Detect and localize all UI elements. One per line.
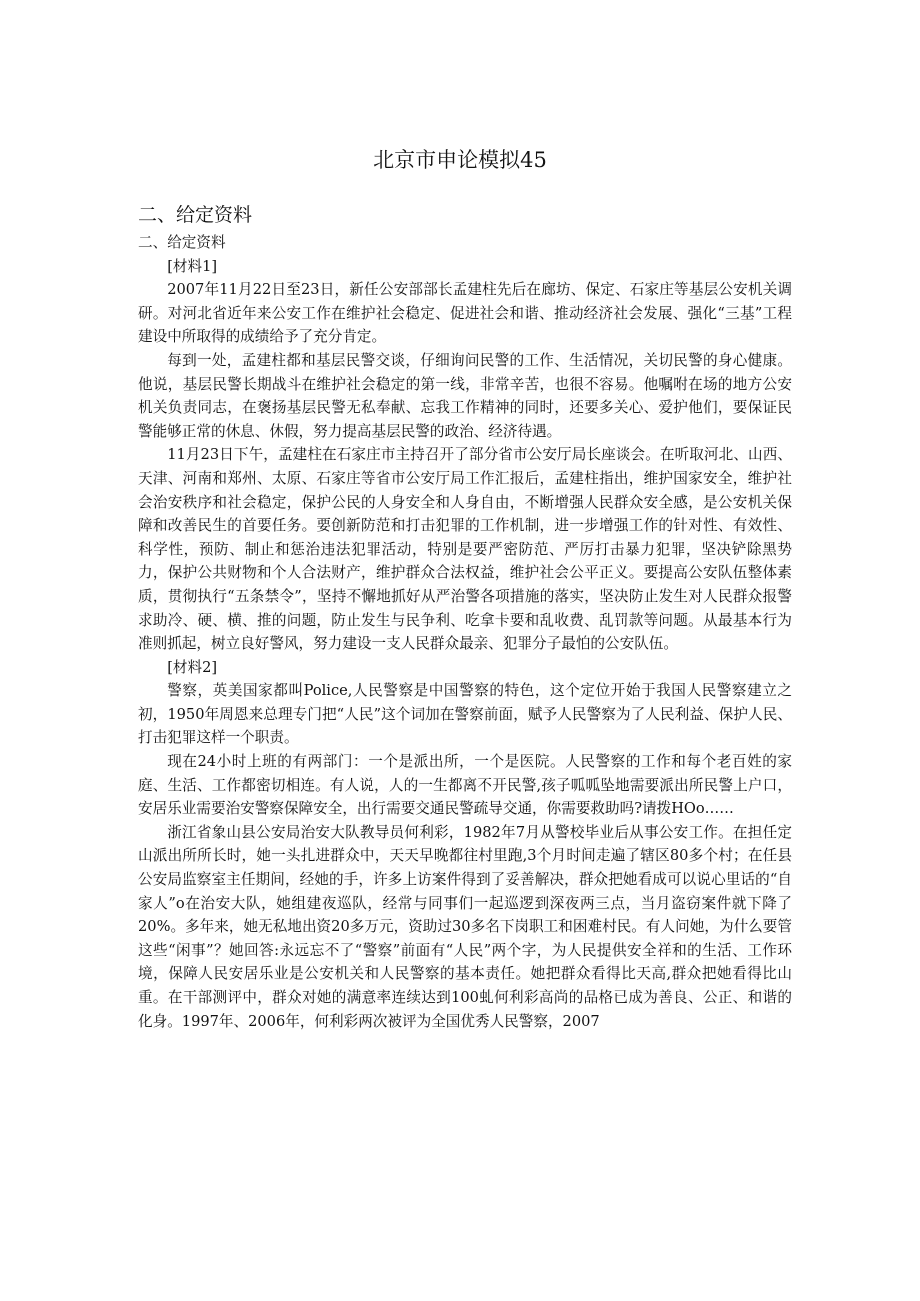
material2-label: [材料2] — [167, 658, 218, 676]
section-heading: 二、给定资料 — [138, 204, 253, 226]
subheading: 二、给定资料 — [138, 234, 226, 251]
material1-label: [材料1] — [167, 257, 218, 275]
material2-paragraph-3: 浙江省象山县公安局治安大队教导员何利彩，1982年7月从警校毕业后从事公安工作。在担任定山派出所所长时，她一头扎进群众中，天天早晚都往村里跑,3个月时间走遍了辖区80多个村；在任县公安局监察室主任期间，经她的手，许多上访案件得到了妥善解决，群众把她看成可以说心里话的“自家人”o在治安大队，她组建夜巡队，经常与同事们一起巡逻到深夜两三点，当月盗窃案件就下降了20%。多年来，她无私地出资20多万元，资助过30多名下岗职工和困难村民。有人问她，为什么要管这些“闲事”？她回答:永远忘不了“警察”前面有“人民”两个字，为人民提供安全祥和的生活、工作环境，保障人民安居乐业是公安机关和人民警察的基本责任。她把群众看得比天高,群众把她看得比山重。在干部测评中，群众对她的满意率连续达到100虬何利彩高尚的品格已成为善良、公正、和谐的化身。1997年、2006年，何利彩两次被评为全国优秀人民警察，2007 — [138, 823, 792, 1030]
material2-paragraph-2: 现在24小时上班的有两部门：一个是派出所，一个是医院。人民警察的工作和每个老百姓的家庭、生活、工作都密切相连。有人说，人的一生都离不开民警,孩子呱呱坠地需要派出所民警上户口，安居乐业需要治安警察保障安全，出行需要交通民警疏导交通，你需要救助吗?请拨HOo…… — [138, 753, 792, 818]
material1-paragraph-2: 每到一处，孟建柱都和基层民警交谈，仔细询问民警的工作、生活情况，关切民警的身心健康。他说，基层民警长期战斗在维护社会稳定的第一线，非常辛苦，也很不容易。他嘱咐在场的地方公安机关负责同志，在褒扬基层民警无私奉献、忘我工作精神的同时，还要多关心、爱护他们，要保证民警能够正常的休息、休假，努力提高基层民警的政治、经济待遇。 — [138, 351, 792, 440]
document-body — [138, 231, 792, 1033]
page-title: 北京市申论模拟45 — [373, 148, 547, 172]
material1-paragraph-1: 2007年11月22日至23日，新任公安部部长孟建柱先后在廊坊、保定、石家庄等基层公安机关调研。对河北省近年来公安工作在维护社会稳定、促进社会和谐、推动经济社会发展、强化“三基”工程建设中所取得的成绩给予了充分肯定。 — [138, 281, 792, 346]
material2-paragraph-1: 警察，英美国家都叫Police,人民警察是中国警察的特色，这个定位开始于我国人民警察建立之初，1950年周恩来总理专门把“人民”这个词加在警察前面，赋予人民警察为了人民利益、保护人民、打击犯罪这样一个职责。 — [138, 682, 792, 747]
material1-paragraph-3: 11月23日下午，孟建柱在石家庄市主持召开了部分省市公安厅局长座谈会。在听取河北、山西、天津、河南和郑州、太原、石家庄等省市公安厅局工作汇报后，孟建柱指出，维护国家安全，维护社会治安秩序和社会稳定，保护公民的人身安全和人身自由，不断增强人民群众安全感，是公安机关保障和改善民生的首要任务。要创新防范和打击犯罪的工作机制，进一步增强工作的针对性、有效性、科学性，预防、制止和惩治违法犯罪活动，特别是要严密防范、严厉打击暴力犯罪，坚决铲除黑势力，保护公共财物和个人合法财产，维护群众合法权益，维护社会公平正义。要提高公安队伍整体素质，贯彻执行“五条禁令”，坚持不懈地抓好从严治警各项措施的落实，坚决防止发生对人民群众报警求助冷、硬、横、推的问题，防止发生与民争利、吃拿卡要和乱收费、乱罚款等问题。从最基本行为准则抓起，树立良好警风，努力建设一支人民群众最亲、犯罪分子最怕的公安队伍。 — [138, 446, 792, 653]
